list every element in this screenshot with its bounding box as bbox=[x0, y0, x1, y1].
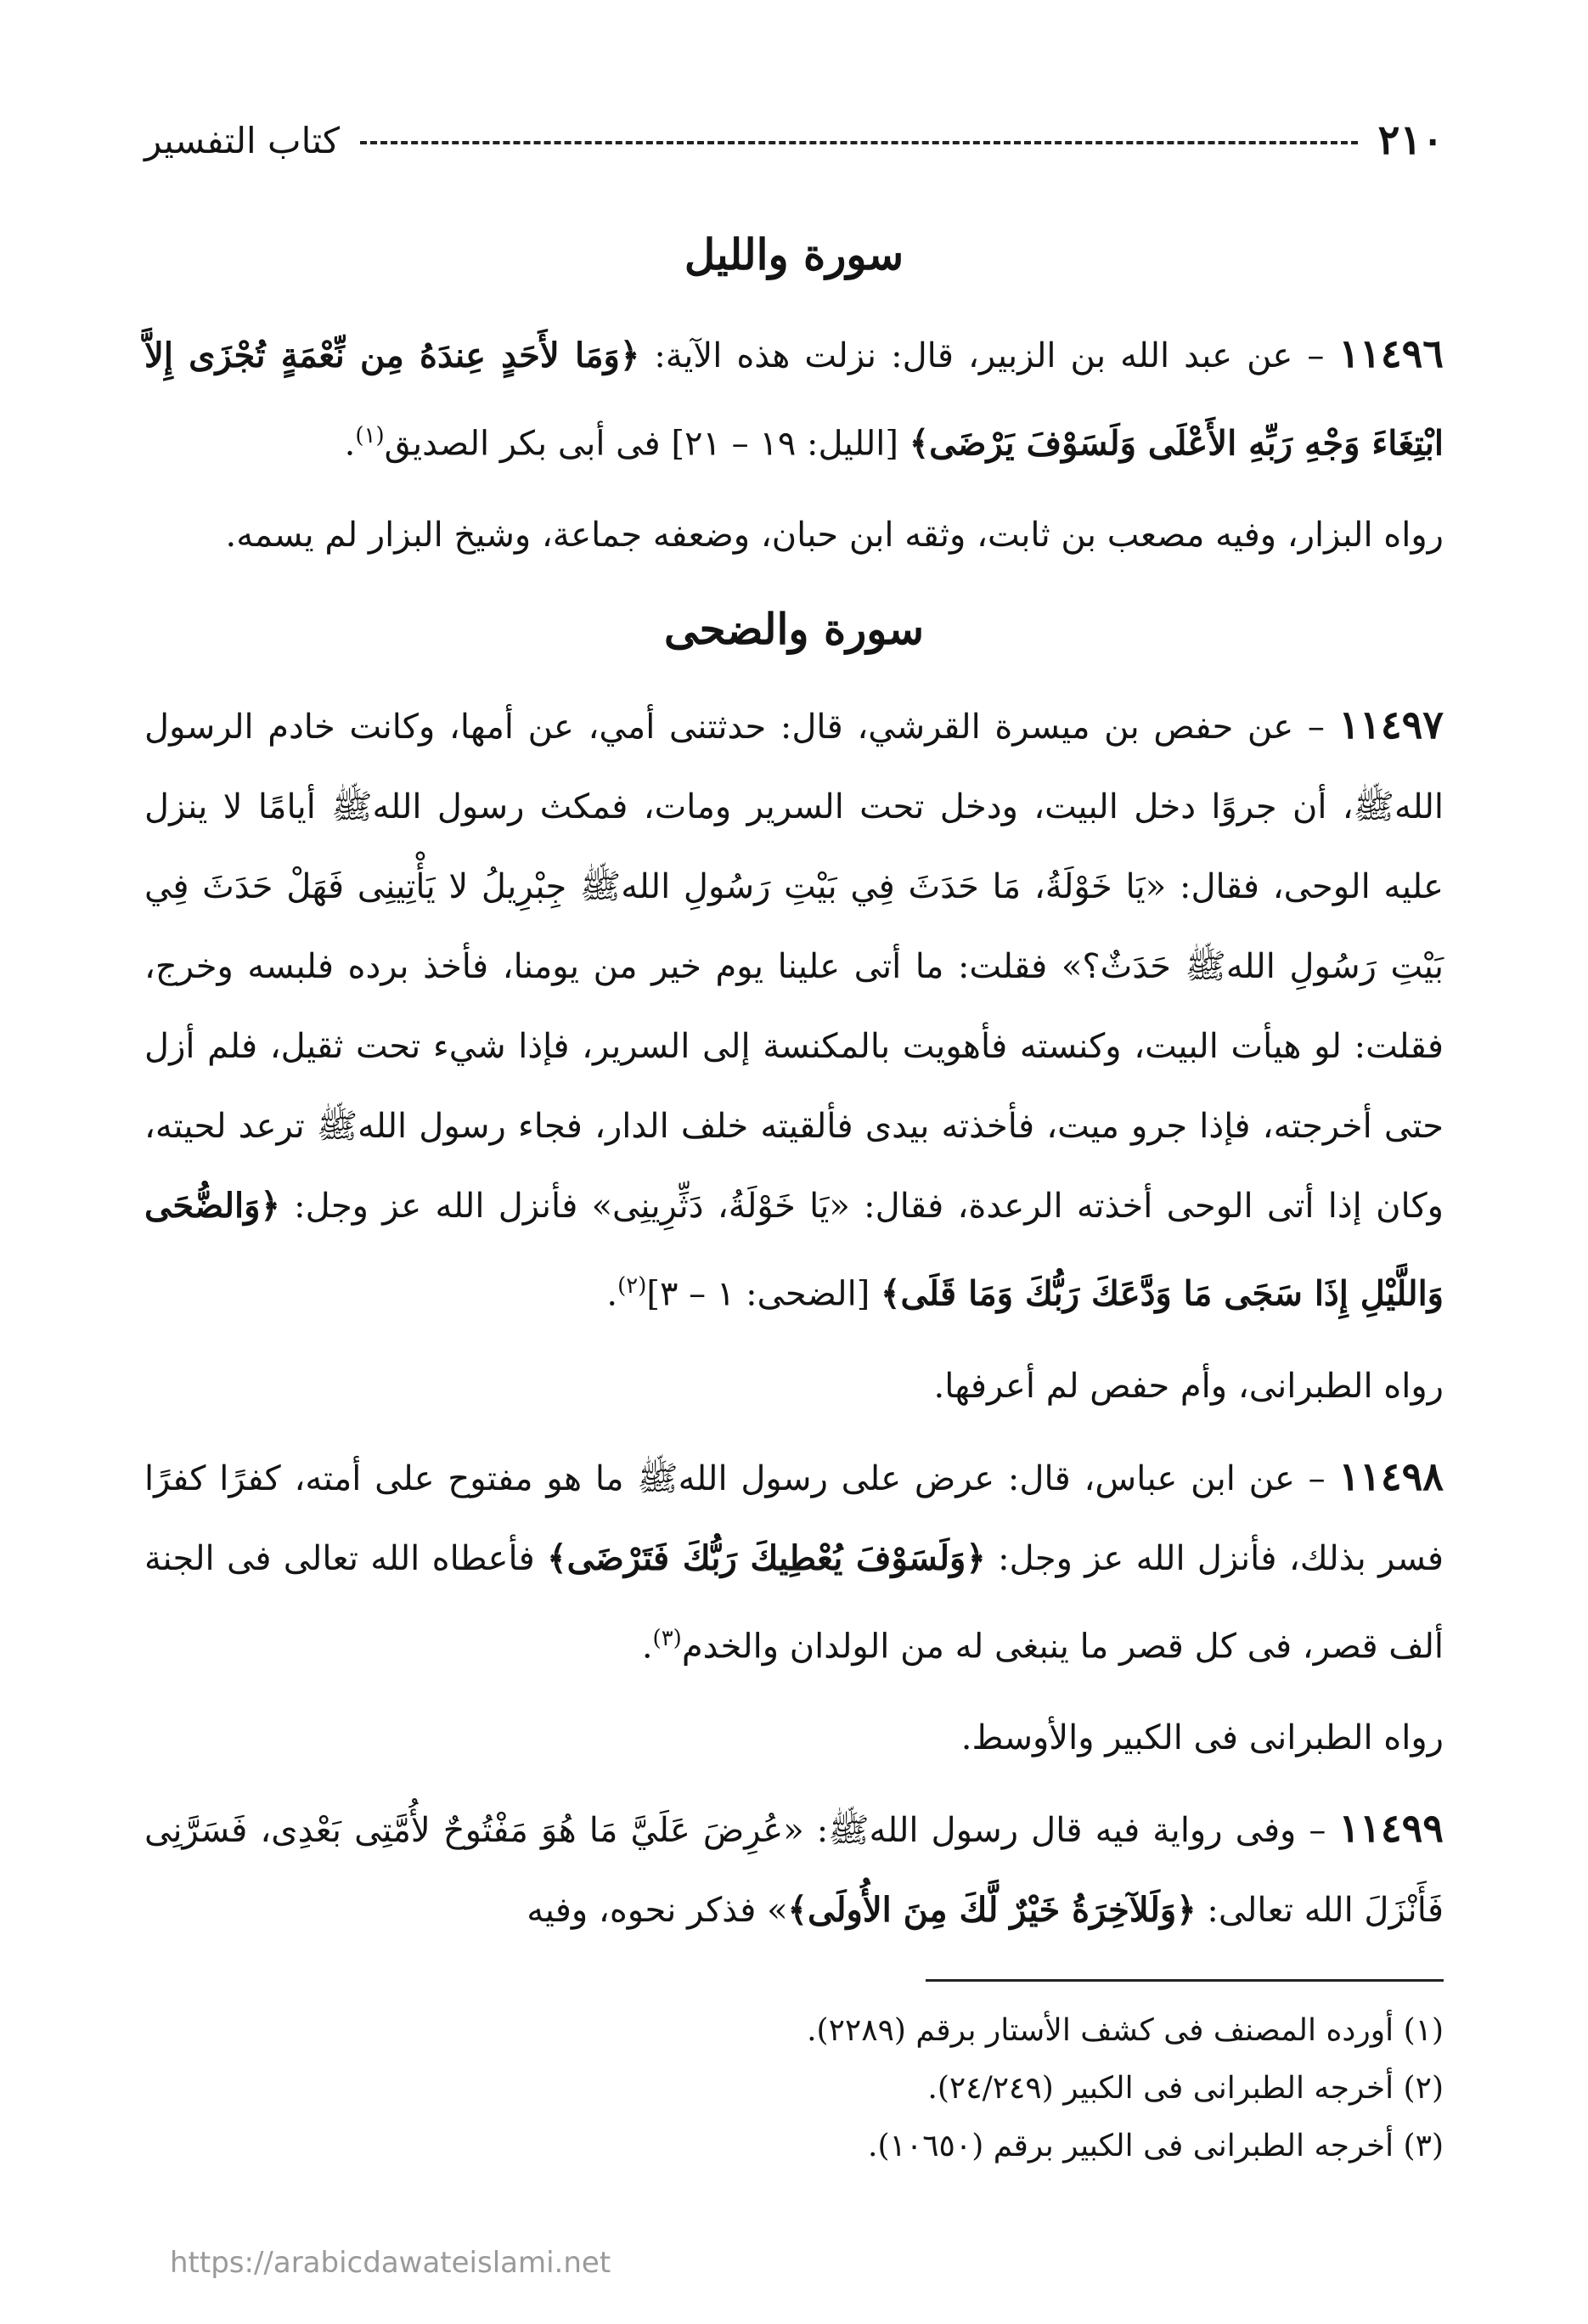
hadith-text-after: [الليل: ١٩ – ٢١] فى أبى بكر الصديق bbox=[384, 424, 909, 464]
hadith-number: ١١٤٩٧ bbox=[1338, 702, 1444, 748]
section-title-ad-duha: سورة والضحى bbox=[663, 604, 925, 655]
footnote-2: (٢) أخرجه الطبرانى فى الكبير (٢٤/٢٤٩). bbox=[927, 2070, 1444, 2106]
hadith-source: رواه الطبرانى فى الكبير والأوسط. bbox=[960, 1718, 1444, 1757]
sentence-end: . bbox=[606, 1274, 618, 1314]
quran-verse: ﴿وَمَا لأَحَدٍ عِندَهُ مِن نِّعْمَةٍ تُجْزَى إِلاَّ ابْتِغَاءَ وَجْهِ رَبِّهِ الأَعْلَى وَلَسَوْفَ يَرْضَى﴾ bbox=[144, 336, 1444, 464]
footnote-separator bbox=[926, 1979, 1444, 1982]
footnote-3: (٣) أخرجه الطبرانى فى الكبير برقم (١٠٦٥٠). bbox=[868, 2128, 1444, 2163]
hadith-text: – وفى رواية فيه قال رسول اللهﷺ: «عُرِضَ عَلَيَّ مَا هُوَ مَفْتُوحٌ لأُمَّتِى بَعْدِى، فَسَرَّنِى فَأَنْزَلَ الله تعالى: bbox=[144, 1810, 1444, 1930]
hadith-source: رواه البزار، وفيه مصعب بن ثابت، وثقه ابن حبان، وضعفه جماعة، وشيخ البزار لم يسمه. bbox=[225, 516, 1444, 556]
hadith-text-after: [الضحى: ١ – ٣] bbox=[646, 1274, 881, 1314]
quran-verse: ﴿وَلَسَوْفَ يُعْطِيكَ رَبُّكَ فَتَرْضَى﴾ bbox=[547, 1537, 986, 1578]
footnote-reference[interactable]: (١) bbox=[355, 423, 385, 448]
sentence-end: . bbox=[344, 424, 356, 464]
running-head bbox=[144, 102, 1444, 178]
hadith-entry bbox=[144, 685, 1444, 1334]
page-number: ٢١٠ bbox=[1377, 116, 1444, 164]
header-dashed-rule bbox=[360, 141, 1358, 144]
hadith-source: رواه الطبرانى، وأم حفص لم أعرفها. bbox=[933, 1366, 1444, 1406]
hadith-number: ١١٤٩٦ bbox=[1338, 330, 1444, 376]
hadith-text: – عن حفص بن ميسرة القرشي، قال: حدثتنى أمي، عن أمها، وكانت خادم الرسول اللهﷺ، أن جروًا دخل البيت، ودخل تحت السرير ومات، فمكث رسول اللهﷺ أيامًا لا ينزل عليه الوحى، فقال: «يَا خَوْلَةُ، مَا حَدَثَ فِي بَيْتِ رَسُولِ اللهﷺ جِبْرِيلُ لا يَأْتِينِى فَهَلْ حَدَثَ فِي بَيْتِ رَسُولِ اللهﷺ حَدَثٌ؟» فقلت: ما أتى علينا يوم خير من يومنا، فأخذ برده فلبسه وخرج، فقلت: لو هيأت البيت، وكنسته فأهويت بالمكنسة إلى السرير، فإذا شيء تحت ثقيل، فلم أزل حتى أخرجته، فإذا جرو ميت، فأخذته بيدى فألقيته خلف الدار، فجاء رسول اللهﷺ ترعد لحيته، وكان إذا أتى الوحى أخذته الرعدة، فقال: «يَا خَوْلَةُ، دَثِّرِينِى» فأنزل الله عز وجل: bbox=[144, 708, 1444, 1227]
book-title: كتاب التفسير bbox=[144, 119, 341, 161]
hadith-text: – عن عبد الله بن الزبير، قال: نزلت هذه الآية: bbox=[639, 336, 1339, 375]
quran-verse: ﴿وَالضُّحَى وَاللَّيْلِ إِذَا سَجَى مَا وَدَّعَكَ رَبُّكَ وَمَا قَلَى﴾ bbox=[144, 1186, 1444, 1314]
hadith-number: ١١٤٩٨ bbox=[1338, 1452, 1444, 1499]
section-title-al-layl: سورة والليل bbox=[684, 229, 904, 279]
hadith-entry bbox=[144, 1436, 1444, 1686]
hadith-text-after: » فذكر نحوه، وفيه bbox=[527, 1890, 788, 1930]
footnote-1: (١) أورده المصنف فى كشف الأستار برقم (٢٢٨٩). bbox=[807, 2012, 1444, 2048]
footnotes bbox=[144, 2002, 1444, 2175]
quran-verse: ﴿وَلَلآخِرَةُ خَيْرٌ لَّكَ مِنَ الأُولَى﴾ bbox=[787, 1889, 1197, 1930]
footnote-reference[interactable]: (٢) bbox=[617, 1273, 647, 1300]
footnote-reference[interactable]: (٣) bbox=[652, 1625, 682, 1651]
hadith-text: – عن ابن عباس، قال: عرض على رسول اللهﷺ ما هو مفتوح على أمته، كفرًا كفرًا فسر بذلك، فأنزل الله عز وجل: bbox=[144, 1458, 1444, 1578]
hadith-number: ١١٤٩٩ bbox=[1338, 1804, 1444, 1851]
hadith-entry bbox=[144, 1788, 1444, 1950]
source-watermark: https://arabicdawateislami.net bbox=[170, 2246, 611, 2280]
hadith-text-after: فأعطاه الله تعالى فى الجنة ألف قصر، فى كل قصر ما ينبغى له من الولدان والخدم bbox=[144, 1538, 1444, 1666]
sentence-end: . bbox=[641, 1626, 653, 1666]
hadith-entry bbox=[144, 313, 1444, 483]
